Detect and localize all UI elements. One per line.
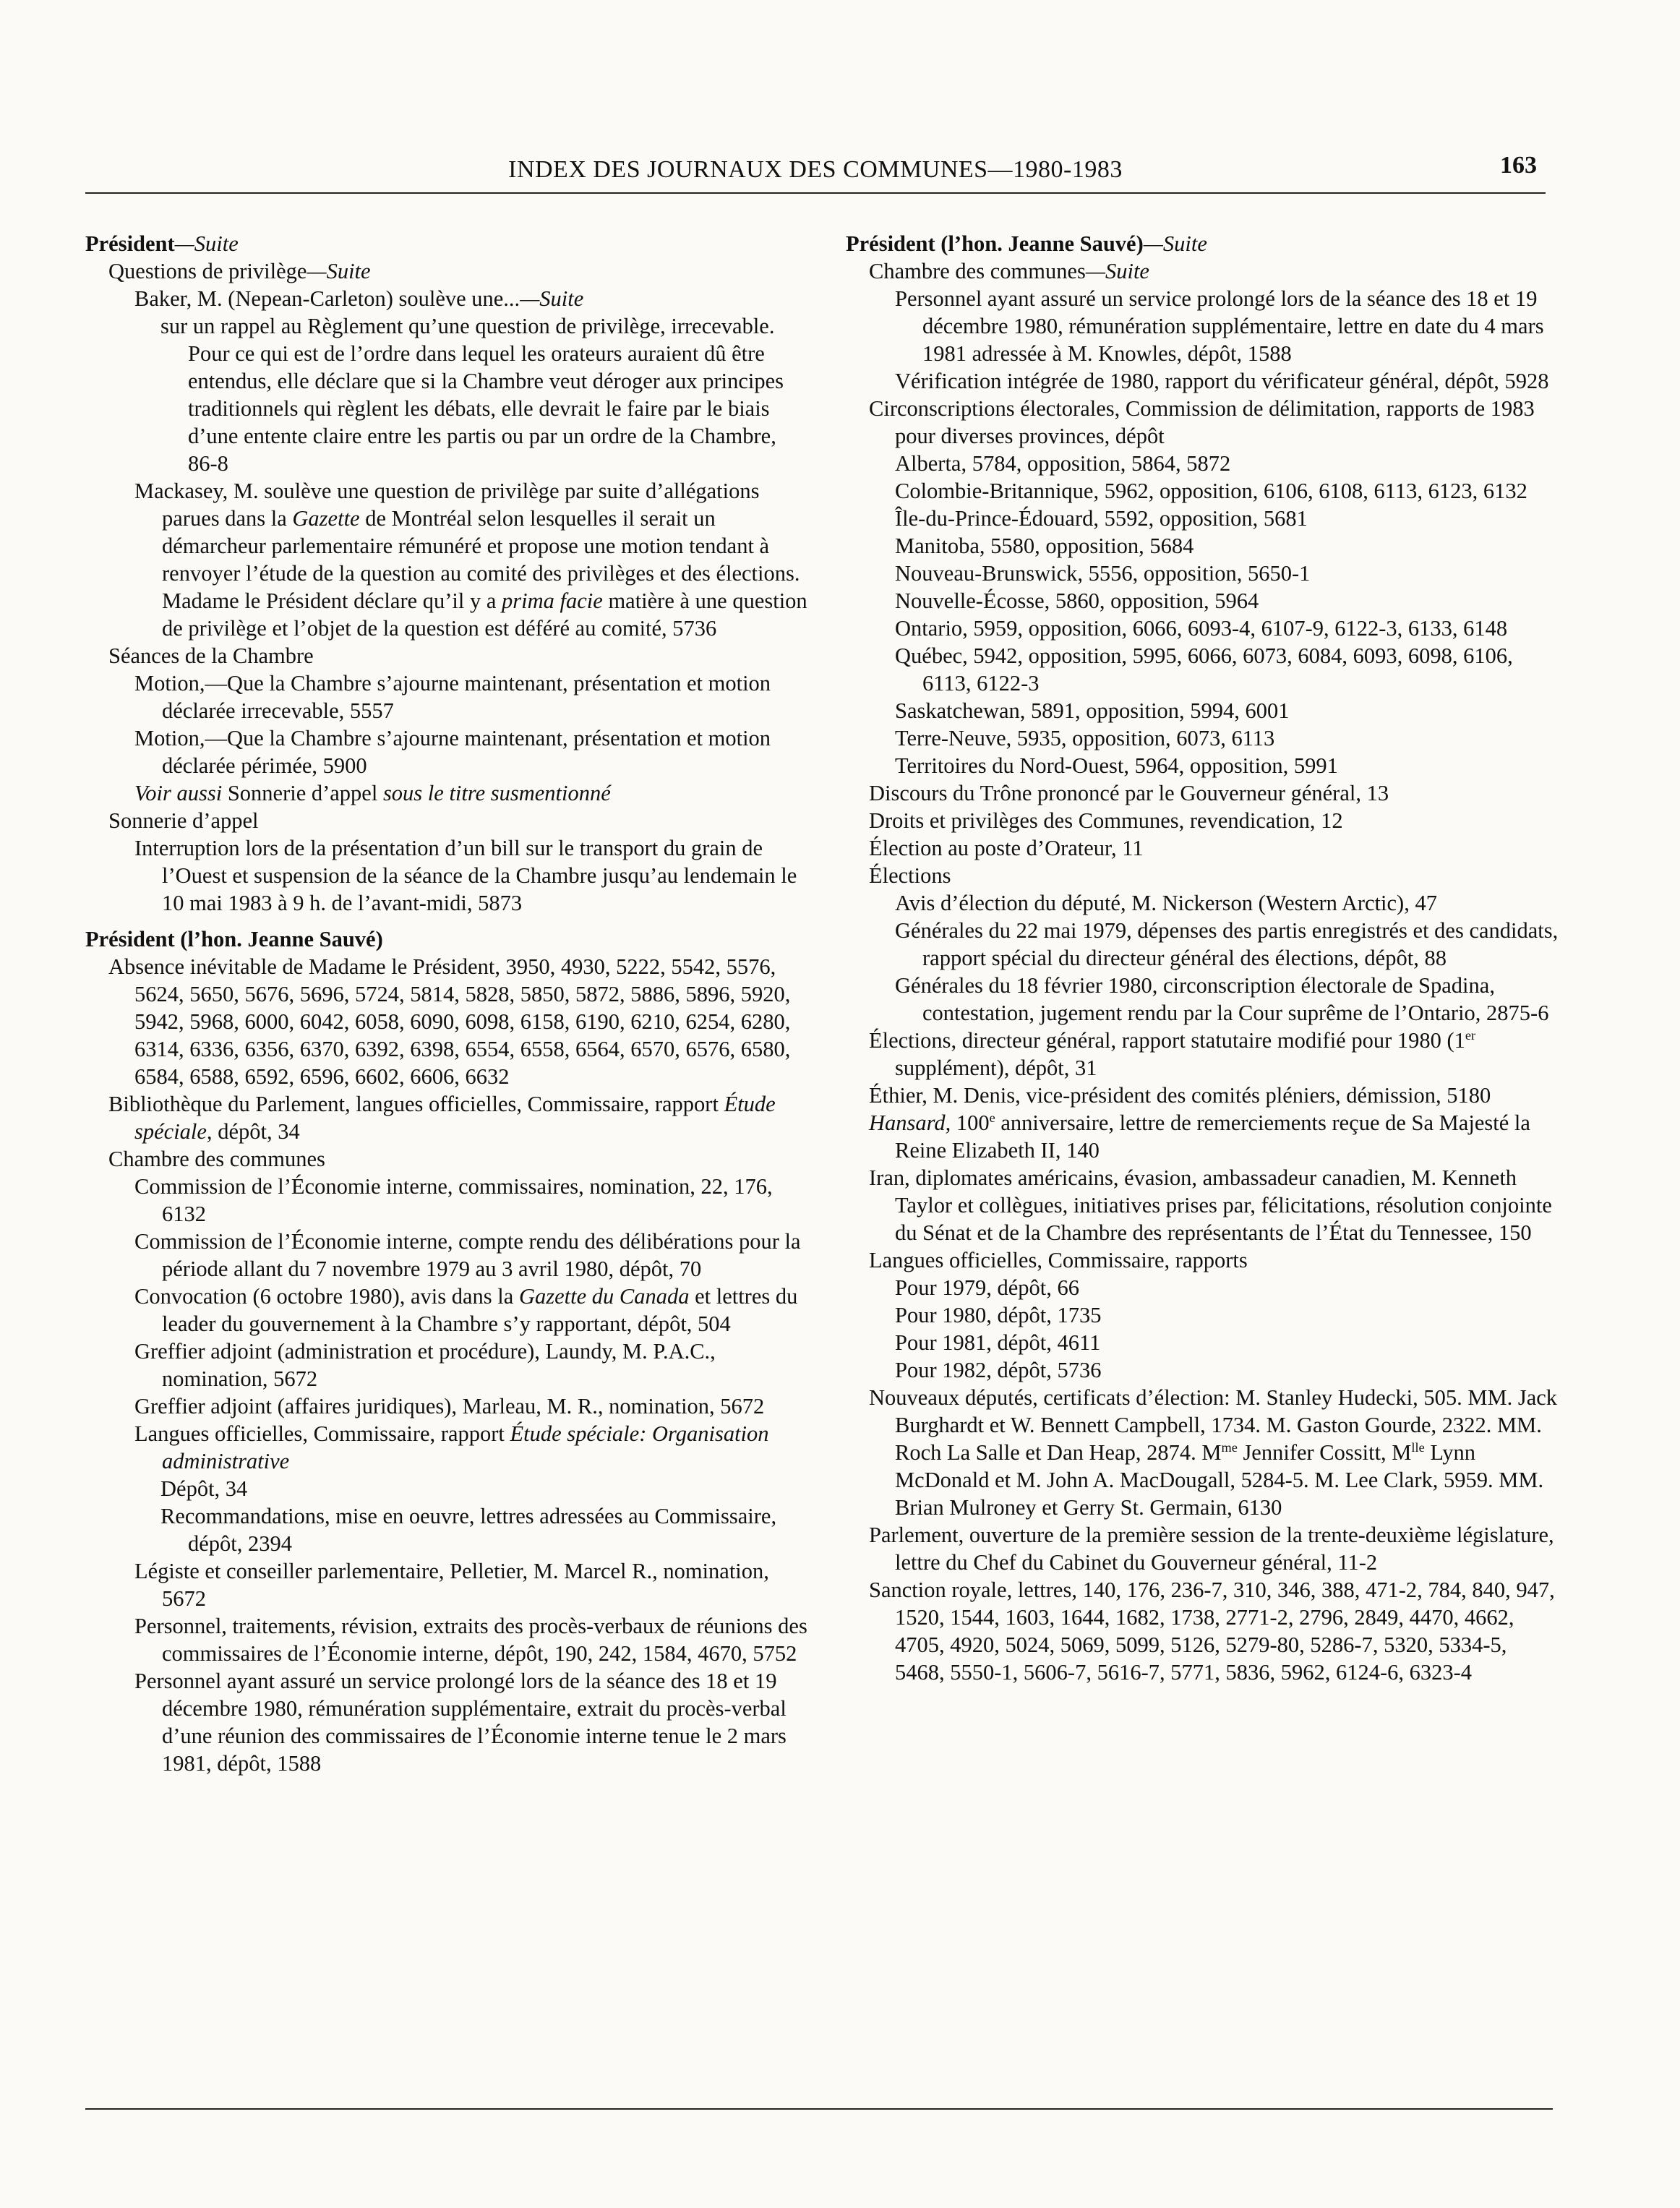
index-entry: Recommandations, mise en oeuvre, lettres adressées au Commissaire, dépôt, 2394 xyxy=(160,1504,777,1556)
index-entry: Absence inévitable de Madame le Président, 3950, 4930, 5222, 5542, 5576, 5624, 5650, 5676, 5696, 5724, 5814, 5828, 5850, 5872, 5886, 5896, 5920, 5942, 5968, 6000, 6042, 6058, 6090, 6098, 6158, 6190, 6210, 6254, 6280, 6314, 6336, 6356, 6370, 6392, 6398, 6554, 6558, 6564, 6570, 6576, 6580, 6584, 6588, 6592, 6596, 6602, 6606, 6632 xyxy=(108,954,791,1089)
left-column xyxy=(85,230,808,1777)
index-entry: Pour 1982, dépôt, 5736 xyxy=(895,1358,1102,1382)
index-entry: Interruption lors de la présentation d’un bill sur le transport du grain de l’Ouest et suspension de la séance de la Chambre jusqu’au lendemain le 10 mai 1983 à 9 h. de l’avant-midi, 5873 xyxy=(134,836,797,915)
index-subheading: Questions de privilège—Suite xyxy=(108,259,371,283)
index-entry: Hansard, 100e anniversaire, lettre de remerciements reçue de Sa Majesté la Reine Elizabeth II, 140 xyxy=(869,1110,1530,1163)
index-entry: Légiste et conseiller parlementaire, Pelletier, M. Marcel R., nomination, 5672 xyxy=(134,1559,769,1611)
index-entry: Québec, 5942, opposition, 5995, 6066, 6073, 6084, 6093, 6098, 6106, 6113, 6122-3 xyxy=(895,643,1513,696)
index-entry: Bibliothèque du Parlement, langues officielles, Commissaire, rapport Étude spéciale, dépôt, 34 xyxy=(108,1092,776,1144)
index-entry: Discours du Trône prononcé par le Gouverneur général, 13 xyxy=(869,781,1389,805)
index-entry: Parlement, ouverture de la première session de la trente-deuxième législature, lettre du Chef du Cabinet du Gouverneur général, 11-2 xyxy=(869,1523,1554,1575)
footer-rule xyxy=(85,2108,1553,2110)
index-entry: Langues officielles, Commissaire, rapport Étude spéciale: Organisation administrative xyxy=(134,1421,769,1473)
index-entry: Convocation (6 octobre 1980), avis dans la Gazette du Canada et lettres du leader du gouvernement à la Chambre s’y rapportant, dépôt, 504 xyxy=(134,1284,798,1336)
index-entry: Dépôt, 34 xyxy=(160,1476,248,1501)
index-entry: Nouveaux députés, certificats d’élection: M. Stanley Hudecki, 505. MM. Jack Burghardt et W. Bennett Campbell, 1734. M. Gaston Gourde, 2322. MM. Roch La Salle et Dan Heap, 2874. $M^{me}$ Jennifer Cossitt, $M^{lle}$ Lynn McDonald et M. John A. MacDougall, 5284-5. M. Lee Clark, 5959. MM. Brian Mulroney et Gerry St. Germain, 6130 xyxy=(869,1385,1558,1520)
index-subheading: Circonscriptions électorales, Commission de délimitation, rapports de 1983 pour diverses provinces, dépôt xyxy=(869,396,1535,448)
index-entry: Manitoba, 5580, opposition, 5684 xyxy=(895,534,1194,558)
index-entry: Alberta, 5784, opposition, 5864, 5872 xyxy=(895,451,1231,476)
index-subheading: Élections xyxy=(869,863,951,888)
index-entry: Baker, M. (Nepean-Carleton) soulève une...—Suite xyxy=(134,286,584,311)
index-entry: Île-du-Prince-Édouard, 5592, opposition, 5681 xyxy=(895,506,1308,531)
index-heading: Président—Suite xyxy=(85,231,239,256)
index-heading: Président (l’hon. Jeanne Sauvé) xyxy=(85,927,383,951)
index-subheading: Séances de la Chambre xyxy=(108,643,314,668)
header-title: INDEX DES JOURNAUX DES COMMUNES—1980-1983 xyxy=(508,156,1123,183)
index-entry: Élection au poste d’Orateur, 11 xyxy=(869,836,1144,860)
cross-reference: Voir aussi Sonnerie d’appel sous le titre susmentionné xyxy=(134,781,611,805)
index-entry: Générales du 22 mai 1979, dépenses des partis enregistrés et des candidats, rapport spécial du directeur général des élections, dépôt, 88 xyxy=(895,918,1559,970)
index-entry: Personnel ayant assuré un service prolongé lors de la séance des 18 et 19 décembre 1980, rémunération supplémentaire, extrait du procès-verbal d’une réunion des commissaires de l’Économie interne tenue le 2 mars 1981, dépôt, 1588 xyxy=(134,1669,787,1776)
index-entry: Commission de l’Économie interne, compte rendu des délibérations pour la période allant du 7 novembre 1979 au 3 avril 1980, dépôt, 70 xyxy=(134,1229,801,1281)
index-entry: Pour 1980, dépôt, 1735 xyxy=(895,1303,1102,1327)
index-entry: Générales du 18 février 1980, circonscription électorale de Spadina, contestation, jugement rendu par la Cour suprême de l’Ontario, 2875-6 xyxy=(895,973,1549,1025)
index-entry: Éthier, M. Denis, vice-président des comités pléniers, démission, 5180 xyxy=(869,1083,1491,1108)
index-entry: Élections, directeur général, rapport statutaire modifié pour 1980 (1er supplément), dépôt, 31 xyxy=(869,1027,1476,1080)
index-subheading: Langues officielles, Commissaire, rapports xyxy=(869,1248,1248,1272)
index-heading: Président (l’hon. Jeanne Sauvé)—Suite xyxy=(846,231,1207,256)
page-number: 163 xyxy=(1500,152,1537,179)
index-entry: sur un rappel au Règlement qu’une question de privilège, irrecevable. Pour ce qui est de l’ordre dans lequel les orateurs auraient dû être entendus, elle déclare que si la Chambre veut déroger aux principes traditionnels qui règlent les débats, elle devrait le faire par le biais d’une entente claire entre les partis ou par un ordre de la Chambre, 86-8 xyxy=(160,314,784,476)
index-entry: Avis d’élection du député, M. Nickerson (Western Arctic), 47 xyxy=(895,891,1437,915)
index-entry: Pour 1979, dépôt, 66 xyxy=(895,1275,1080,1300)
index-entry: Personnel ayant assuré un service prolongé lors de la séance des 18 et 19 décembre 1980, rémunération supplémentaire, lettre en date du 4 mars 1981 adressée à M. Knowles, dépôt, 1588 xyxy=(895,286,1544,366)
index-entry: Pour 1981, dépôt, 4611 xyxy=(895,1330,1101,1355)
index-entry: Nouvelle-Écosse, 5860, opposition, 5964 xyxy=(895,589,1259,613)
index-entry: Motion,—Que la Chambre s’ajourne maintenant, présentation et motion déclarée irrecevable, 5557 xyxy=(134,671,771,723)
index-entry: Motion,—Que la Chambre s’ajourne maintenant, présentation et motion déclarée périmée, 5900 xyxy=(134,726,771,778)
index-entry: Vérification intégrée de 1980, rapport du vérificateur général, dépôt, 5928 xyxy=(895,369,1549,393)
index-entry: Terre-Neuve, 5935, opposition, 6073, 6113 xyxy=(895,726,1275,750)
index-entry: Sanction royale, lettres, 140, 176, 236-7, 310, 346, 388, 471-2, 784, 840, 947, 1520, 1544, 1603, 1644, 1682, 1738, 2771-2, 2796, 2849, 4470, 4662, 4705, 4920, 5024, 5069, 5099, 5126, 5279-80, 5286-7, 5320, 5334-5, 5468, 5550-1, 5606-7, 5616-7, 5771, 5836, 5962, 6124-6, 6323-4 xyxy=(869,1578,1555,1685)
index-entry: Mackasey, M. soulève une question de privilège par suite d’allégations parues dans la Gazette de Montréal selon lesquelles il serait un démarcheur parlementaire rémunéré et propose une motion tendant à renvoyer l’étude de la question au comité des privilèges et des élections. Madame le Président déclare qu’il y a prima facie matière à une question de privilège et l’objet de la question est déféré au comité, 5736 xyxy=(134,479,807,641)
index-entry: Colombie-Britannique, 5962, opposition, 6106, 6108, 6113, 6123, 6132 xyxy=(895,479,1527,503)
index-subheading: Chambre des communes—Suite xyxy=(869,259,1149,283)
index-entry: Nouveau-Brunswick, 5556, opposition, 5650-1 xyxy=(895,561,1311,586)
index-entry: Territoires du Nord-Ouest, 5964, opposition, 5991 xyxy=(895,753,1338,778)
index-entry: Greffier adjoint (administration et procédure), Laundy, M. P.A.C., nomination, 5672 xyxy=(134,1339,716,1391)
index-entry: Ontario, 5959, opposition, 6066, 6093-4, 6107-9, 6122-3, 6133, 6148 xyxy=(895,616,1508,641)
index-entry: Droits et privilèges des Communes, revendication, 12 xyxy=(869,808,1343,833)
page-header xyxy=(85,149,1546,194)
index-subheading: Chambre des communes xyxy=(108,1147,325,1171)
index-subheading: Sonnerie d’appel xyxy=(108,808,259,833)
index-entry: Saskatchewan, 5891, opposition, 5994, 6001 xyxy=(895,698,1290,723)
index-entry: Personnel, traitements, révision, extraits des procès-verbaux de réunions des commissaires de l’Économie interne, dépôt, 190, 242, 1584, 4670, 5752 xyxy=(134,1614,807,1666)
index-entry: Iran, diplomates américains, évasion, ambassadeur canadien, M. Kenneth Taylor et collègues, initiatives prises par, félicitations, résolution conjointe du Sénat et de la Chambre des représentants de l’État du Tennessee, 150 xyxy=(869,1165,1552,1245)
index-entry: Commission de l’Économie interne, commissaires, nomination, 22, 176, 6132 xyxy=(134,1174,773,1226)
right-column xyxy=(846,230,1561,1686)
index-entry: Greffier adjoint (affaires juridiques), Marleau, M. R., nomination, 5672 xyxy=(134,1394,765,1418)
